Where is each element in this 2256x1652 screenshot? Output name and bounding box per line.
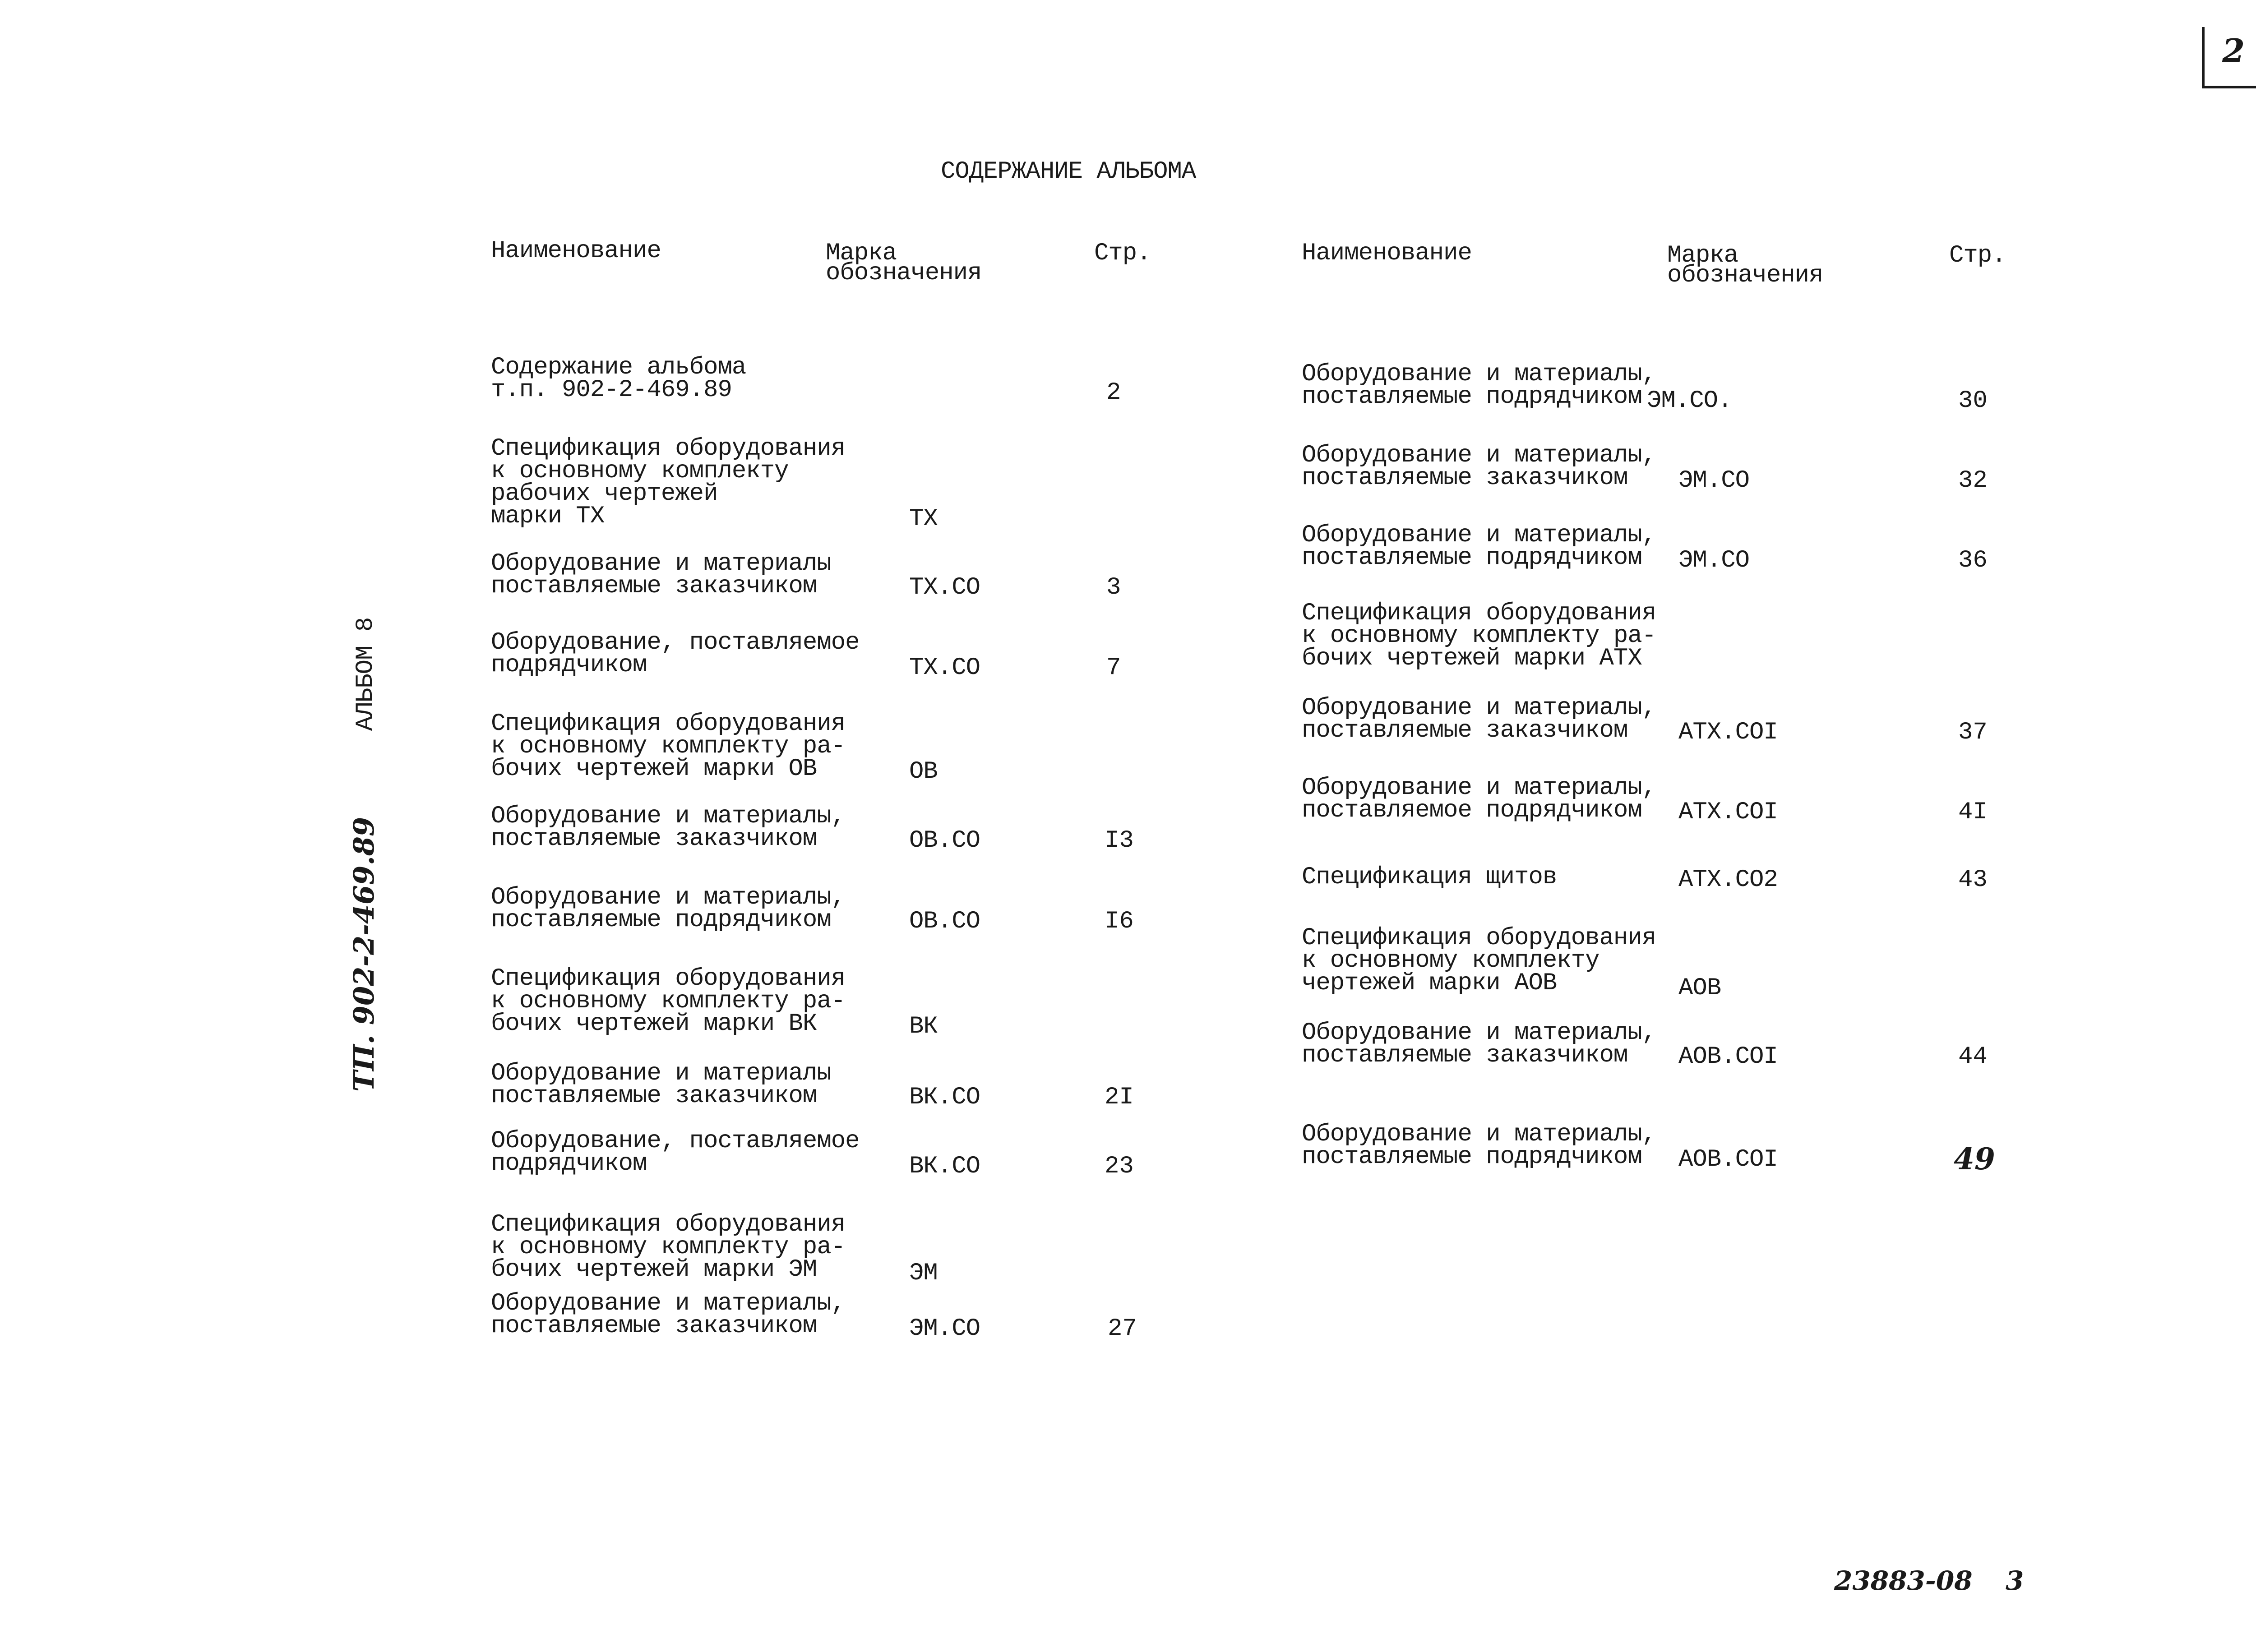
toc-entry-name: Оборудование и материалы поставляемые заказчиком — [491, 1060, 831, 1110]
toc-entry-name: Спецификация оборудования к основному комплекту рабочих чертежей марки ТХ — [491, 435, 846, 530]
corner-page-number: 2 — [2222, 32, 2245, 70]
toc-entry-page: 49 — [1954, 1141, 1995, 1177]
toc-entry-code: ТХ.СО — [909, 574, 980, 601]
toc-entry-code: ОВ.СО — [909, 827, 980, 854]
header-mark-left: Марка обозначения — [826, 240, 982, 287]
toc-entry-name: Содержание альбома т.п. 902-2-469.89 — [491, 354, 746, 404]
toc-entry-page: 30 — [1958, 387, 1988, 415]
toc-entry-code: АОВ — [1678, 974, 1721, 1002]
toc-entry-page: 4I — [1958, 798, 1988, 826]
toc-entry-code: ВК.СО — [909, 1153, 980, 1180]
footer-archive-code: 23883-08 — [1834, 1565, 1973, 1596]
footer-page-number: 3 — [2006, 1565, 2024, 1596]
toc-entry-name: Оборудование, поставляемое подрядчиком — [491, 1127, 860, 1177]
toc-entry-name: Спецификация оборудования к основному комплекту ра- бочих чертежей марки ЭМ — [491, 1211, 846, 1283]
toc-entry-page: 44 — [1958, 1043, 1988, 1071]
header-page-left: Стр. — [1094, 240, 1151, 267]
toc-entry-page: 43 — [1958, 866, 1988, 894]
toc-entry-name: Спецификация оборудования к основному комплекту ра- бочих чертежей марки ВК — [491, 965, 846, 1038]
toc-entry-name: Оборудование и материалы, поставляемые заказчиком — [491, 1290, 846, 1340]
header-page-right: Стр. — [1949, 242, 2006, 269]
toc-entry-name: Оборудование и материалы, поставляемые подрядчиком — [491, 884, 846, 934]
toc-entry-code: ОВ.СО — [909, 908, 980, 935]
toc-entry-name: Спецификация оборудования к основному комплекту ра- бочих чертежей марки ОВ — [491, 710, 846, 783]
toc-entry-name: Оборудование и материалы, поставляемое подрядчиком — [1302, 774, 1656, 824]
toc-entry-page: 3 — [1106, 574, 1121, 601]
toc-entry-code: ОВ — [909, 758, 938, 785]
toc-entry-code: ВК.СО — [909, 1084, 980, 1111]
header-name-right: Наименование — [1302, 240, 1472, 267]
toc-entry-code: ЭМ — [909, 1260, 938, 1287]
toc-entry-page: I6 — [1105, 908, 1134, 935]
toc-entry-code: ВК — [909, 1013, 938, 1040]
page-title: СОДЕРЖАНИЕ АЛЬБОМА — [941, 158, 1196, 185]
toc-entry-code: ЭМ.СО — [1678, 547, 1750, 574]
toc-entry-name: Оборудование, поставляемое подрядчиком — [491, 629, 860, 679]
toc-entry-code: ТХ — [909, 505, 938, 533]
toc-entry-name: Спецификация щитов — [1302, 863, 1557, 891]
toc-entry-name: Оборудование и материалы, поставляемые заказчиком — [491, 803, 846, 853]
toc-entry-name: Оборудование и материалы поставляемые заказчиком — [491, 550, 831, 600]
toc-entry-name: Оборудование и материалы, поставляемые подрядчиком — [1302, 360, 1656, 411]
toc-entry-code: АОВ.СОI — [1678, 1146, 1778, 1173]
side-project-label: ТП. 902-2-469.89 — [347, 817, 380, 1092]
toc-entry-page: 7 — [1106, 654, 1121, 682]
toc-entry-page: 23 — [1105, 1153, 1134, 1180]
toc-entry-code: ЭМ.СО. — [1647, 387, 1732, 415]
toc-entry-page: 32 — [1958, 467, 1988, 494]
toc-entry-code: ЭМ.СО — [909, 1315, 980, 1343]
side-album-label: АЛЬБОМ 8 — [352, 617, 379, 731]
toc-entry-name: Оборудование и материалы, поставляемые подрядчиком — [1302, 1121, 1656, 1171]
toc-entry-code: ТХ.СО — [909, 654, 980, 682]
toc-entry-name: Оборудование и материалы, поставляемые заказчиком — [1302, 442, 1656, 492]
toc-entry-name: Спецификация оборудования к основному комплекту ра- бочих чертежей марки АТХ — [1302, 600, 1656, 672]
toc-entry-page: 27 — [1108, 1315, 1137, 1343]
toc-entry-name: Оборудование и материалы, поставляемые заказчиком — [1302, 1019, 1656, 1069]
toc-entry-page: 37 — [1958, 719, 1988, 746]
toc-entry-page: 2 — [1106, 379, 1121, 406]
toc-entry-name: Спецификация оборудования к основному комплекту чертежей марки АОВ — [1302, 924, 1656, 997]
header-name-left: Наименование — [491, 237, 661, 265]
toc-entry-code: АОВ.СОI — [1678, 1043, 1778, 1071]
toc-entry-page: I3 — [1105, 827, 1134, 854]
toc-entry-code: АТХ.СОI — [1678, 798, 1778, 826]
toc-entry-page: 2I — [1105, 1084, 1134, 1111]
toc-entry-code: АТХ.СО2 — [1678, 866, 1778, 894]
toc-entry-code: АТХ.СОI — [1678, 719, 1778, 746]
toc-entry-code: ЭМ.СО — [1678, 467, 1750, 494]
header-mark-right: Марка обозначения — [1667, 242, 1823, 289]
toc-entry-name: Оборудование и материалы, поставляемые заказчиком — [1302, 694, 1656, 744]
toc-entry-page: 36 — [1958, 547, 1988, 574]
toc-entry-name: Оборудование и материалы, поставляемые подрядчиком — [1302, 521, 1656, 572]
